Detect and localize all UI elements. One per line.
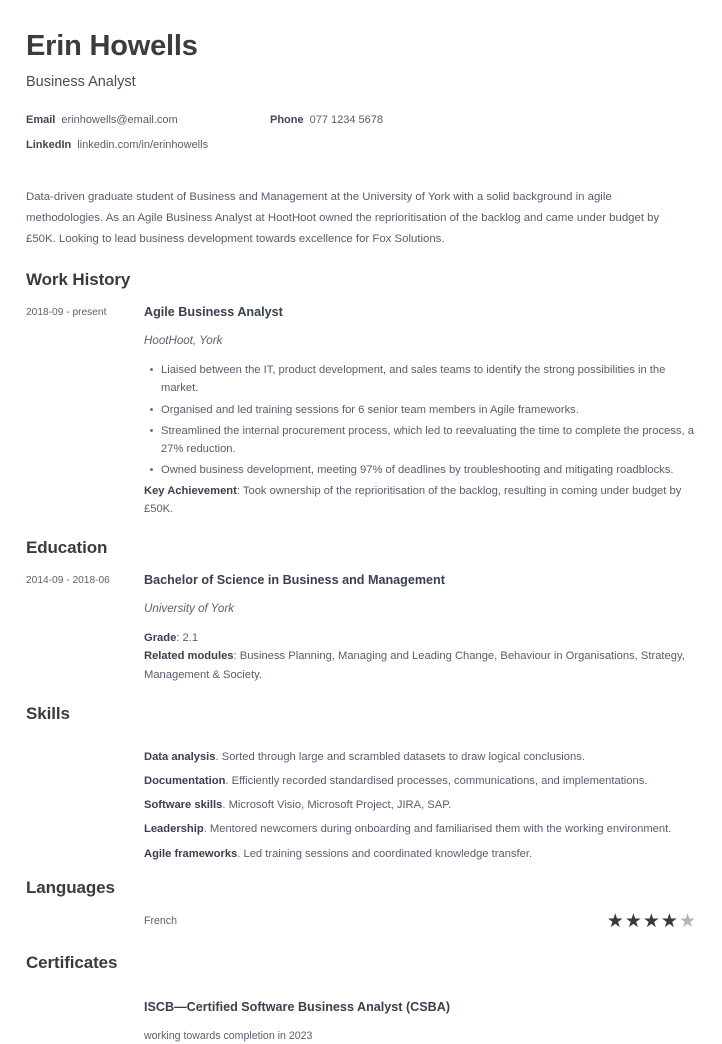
work-entry-company: HootHoot, York — [144, 334, 223, 348]
key-achievement-text: : Took ownership of the reprioritisation of the backlog, resulting in coming under budget by £50K. — [144, 485, 682, 516]
contact-phone[interactable] — [270, 114, 383, 126]
contact-email-label: Email — [26, 114, 56, 127]
section-certificates — [26, 953, 696, 1044]
list-item: Liaised between the IT, product development, and sales teams to identify the strong possibilities in the market. — [161, 361, 696, 397]
skill-name: Documentation — [144, 774, 226, 787]
list-item — [144, 800, 696, 811]
section-title-certificates: Certificates — [26, 952, 118, 972]
work-entry-key-achievement — [144, 482, 696, 518]
skill-desc: . Efficiently recorded standardised processes, communications, and implementations. — [225, 774, 648, 787]
contact-email[interactable] — [26, 114, 270, 126]
certificate-title: ISCB—Certified Software Business Analyst (CSBA) — [144, 999, 451, 1014]
star-filled-icon: ★ — [624, 910, 642, 932]
education-modules-label: Related modules — [144, 650, 234, 663]
work-history-entry — [26, 304, 696, 518]
education-grade-value: : 2.1 — [176, 632, 199, 645]
star-filled-icon: ★ — [660, 910, 678, 932]
contact-row-secondary — [26, 139, 696, 151]
professional-summary: Data-driven graduate student of Business and Management at the University of York with a solid background in agile methodologies. As an Agile Business Analyst at HootHoot owned the reprioritisation of the backlog and came under budget by £50K. Looking to lead business development towards excellence for Fox Solutions. — [26, 191, 660, 246]
list-item — [144, 849, 696, 860]
skill-desc: . Mentored newcomers during onboarding and familiarised them with the working environment. — [203, 823, 672, 836]
candidate-name: Erin Howells — [26, 30, 198, 62]
education-modules-value: : Business Planning, Managing and Leading Change, Behaviour in Organisations, Strategy, Management & Society. — [144, 650, 685, 681]
contact-linkedin[interactable] — [26, 139, 270, 151]
section-languages — [26, 878, 696, 931]
skill-desc: . Microsoft Visio, Microsoft Project, JIRA, SAP. — [222, 799, 452, 812]
education-entry-body — [144, 572, 696, 683]
contact-linkedin-value[interactable]: linkedin.com/in/erinhowells — [77, 139, 209, 152]
key-achievement-label: Key Achievement — [144, 485, 237, 498]
skill-name: Data analysis — [144, 750, 216, 763]
section-title-skills: Skills — [26, 703, 70, 723]
education-grade-label: Grade — [144, 632, 177, 645]
section-skills — [26, 704, 696, 860]
list-item — [144, 824, 696, 835]
section-title-education: Education — [26, 538, 108, 558]
education-modules — [144, 647, 696, 683]
section-title-languages: Languages — [26, 877, 115, 897]
star-filled-icon: ★ — [606, 910, 624, 932]
list-item: Organised and led training sessions for 6 senior team members in Agile frameworks. — [161, 401, 696, 419]
education-entry-title: Bachelor of Science in Business and Management — [144, 573, 445, 588]
contact-phone-value[interactable]: 077 1234 5678 — [309, 114, 384, 127]
candidate-job-title: Business Analyst — [26, 74, 136, 91]
education-entry — [26, 572, 696, 683]
section-work-history — [26, 270, 696, 518]
section-education — [26, 538, 696, 683]
list-item — [144, 776, 696, 787]
resume-header — [26, 0, 696, 92]
section-title-work-history: Work History — [26, 270, 131, 290]
education-entry-institution: University of York — [144, 602, 234, 616]
language-row — [26, 912, 696, 931]
skill-desc: . Sorted through large and scrambled datasets to draw logical conclusions. — [215, 750, 585, 763]
skills-list — [26, 738, 696, 860]
contact-email-value[interactable]: erinhowells@email.com — [61, 114, 178, 127]
language-name: French — [144, 915, 177, 928]
star-filled-icon: ★ — [642, 910, 660, 932]
skill-name: Software skills — [144, 799, 223, 812]
certificate-subtitle: working towards completion in 2023 — [144, 1030, 313, 1043]
work-entry-title: Agile Business Analyst — [144, 305, 283, 320]
education-entry-date: 2014-09 - 2018-06 — [26, 575, 110, 587]
education-grade — [144, 629, 696, 647]
list-item: Streamlined the internal procurement process, which led to reevaluating the time to complete the process, a 27% reduction. — [161, 422, 696, 458]
skill-name: Leadership — [144, 823, 204, 836]
work-entry-date: 2018-09 - present — [26, 307, 107, 319]
language-rating-stars — [607, 912, 696, 931]
skill-desc: . Led training sessions and coordinated knowledge transfer. — [237, 847, 533, 860]
certificate-entry — [26, 987, 696, 1044]
list-item — [144, 752, 696, 763]
contact-phone-label: Phone — [270, 114, 304, 127]
education-details — [144, 629, 696, 683]
contact-linkedin-label: LinkedIn — [26, 139, 72, 152]
star-empty-icon: ★ — [678, 910, 696, 932]
skill-name: Agile frameworks — [144, 847, 238, 860]
work-entry-body — [144, 304, 696, 518]
contact-row-primary — [26, 114, 696, 126]
list-item: Owned business development, meeting 97% of deadlines by troubleshooting and mitigating roadblocks. — [161, 461, 696, 479]
contact-block — [26, 114, 696, 151]
work-entry-bullets — [144, 361, 696, 479]
